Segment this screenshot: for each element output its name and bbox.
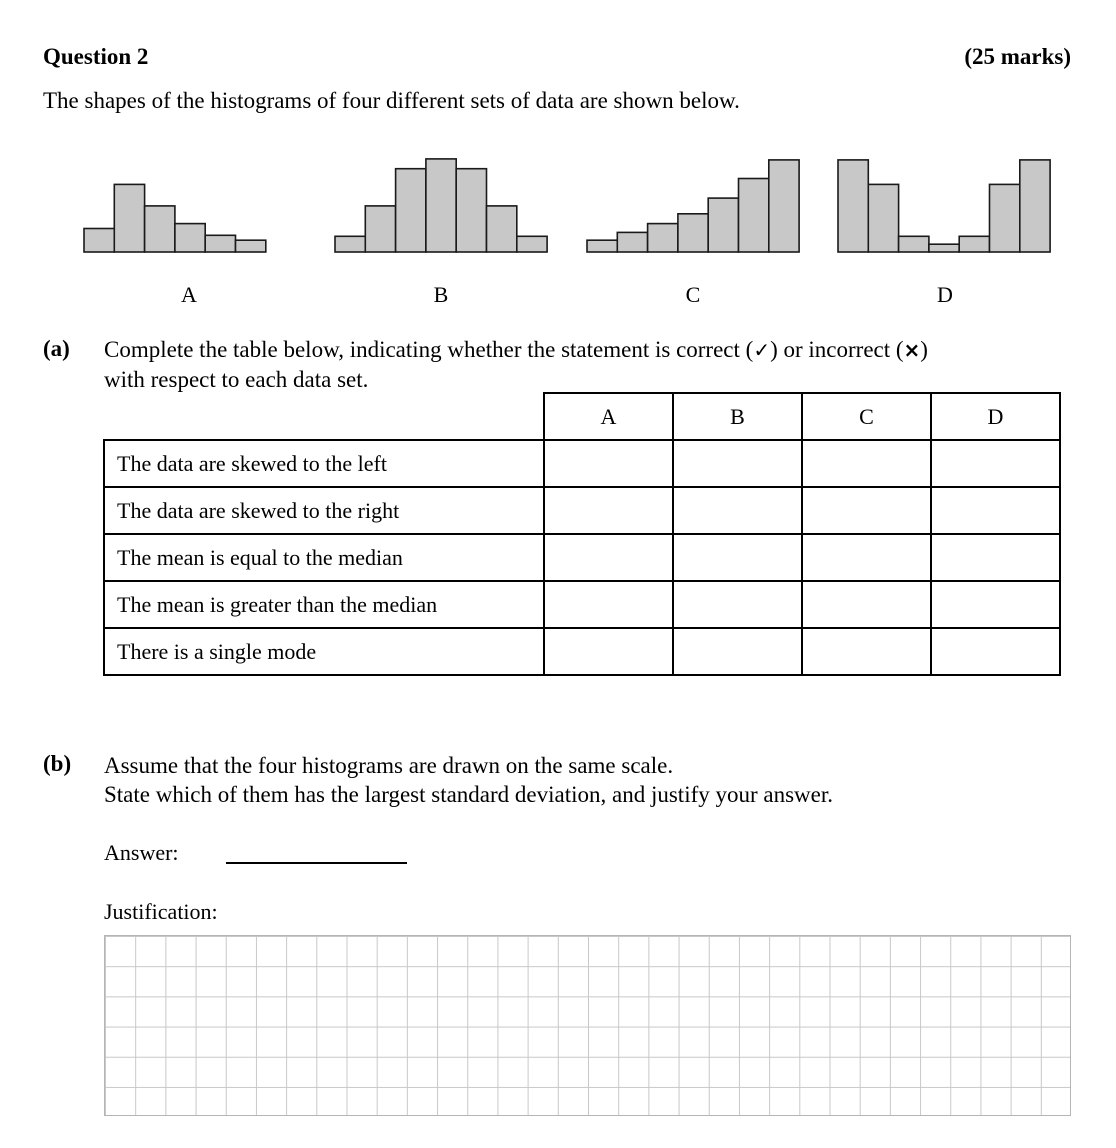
histogram-bar xyxy=(617,232,647,252)
answer-input-line[interactable] xyxy=(226,862,407,864)
histogram-bar xyxy=(1020,160,1050,252)
answer-cell[interactable] xyxy=(673,628,802,675)
answer-label: Answer: xyxy=(104,840,179,865)
histogram-bar xyxy=(145,206,175,252)
part-a-line-1: Complete the table below, indicating whether the statement is correct (✓) or incorrect (×) xyxy=(104,337,928,362)
histograms-figure xyxy=(0,140,1116,260)
part-b-label: (b) xyxy=(43,751,72,776)
histogram-c xyxy=(587,160,799,252)
histogram-bar xyxy=(456,169,486,252)
answer-cell[interactable] xyxy=(802,440,931,487)
histogram-bar xyxy=(236,240,266,252)
histogram-bar xyxy=(959,236,989,252)
part-b-instructions xyxy=(104,751,833,809)
table-header-row xyxy=(104,393,1060,440)
histogram-bar xyxy=(990,184,1020,252)
histogram-bar xyxy=(175,224,205,252)
histogram-bar xyxy=(678,214,708,252)
cross-icon: × xyxy=(903,338,921,362)
histogram-bar xyxy=(517,236,547,252)
statement-text: The mean is greater than the median xyxy=(104,581,544,628)
answer-cell[interactable] xyxy=(802,628,931,675)
histogram-bar xyxy=(396,169,426,252)
question-title: Question 2 xyxy=(43,44,149,69)
histogram-bar xyxy=(205,235,235,252)
statement-text: The data are skewed to the left xyxy=(104,440,544,487)
question-marks: (25 marks) xyxy=(964,44,1071,69)
histogram-bar xyxy=(868,184,898,252)
histogram-bar xyxy=(365,206,395,252)
histogram-b xyxy=(335,159,547,252)
answer-cell[interactable] xyxy=(802,534,931,581)
table-header-c: C xyxy=(802,393,931,440)
justification-label: Justification: xyxy=(104,899,218,924)
histogram-a xyxy=(84,184,266,252)
histogram-bar xyxy=(899,236,929,252)
table-row xyxy=(104,628,1060,675)
table-row xyxy=(104,440,1060,487)
table-row xyxy=(104,581,1060,628)
histogram-bar xyxy=(587,240,617,252)
answer-cell[interactable] xyxy=(931,534,1060,581)
histogram-bar xyxy=(708,198,738,252)
statement-table xyxy=(103,392,1061,676)
statement-text: There is a single mode xyxy=(104,628,544,675)
answer-cell[interactable] xyxy=(544,534,673,581)
histogram-label-b: B xyxy=(433,282,449,307)
histogram-bar xyxy=(769,160,799,252)
answer-cell[interactable] xyxy=(802,487,931,534)
histogram-label-a: A xyxy=(181,282,197,307)
check-icon: ✓ xyxy=(753,338,771,362)
answer-cell[interactable] xyxy=(544,581,673,628)
part-a-instructions xyxy=(104,335,928,394)
histogram-label-c: C xyxy=(685,282,701,307)
histogram-bar xyxy=(838,160,868,252)
histogram-bar xyxy=(929,244,959,252)
statement-text: The mean is equal to the median xyxy=(104,534,544,581)
justification-writing-grid[interactable] xyxy=(104,935,1071,1116)
histogram-bar xyxy=(335,236,365,252)
histogram-d xyxy=(838,160,1050,252)
table-header-blank xyxy=(104,393,544,440)
answer-cell[interactable] xyxy=(544,487,673,534)
answer-cell[interactable] xyxy=(673,534,802,581)
part-a-line-2: with respect to each data set. xyxy=(104,367,369,392)
part-b-line-2: State which of them has the largest standard deviation, and justify your answer. xyxy=(104,782,834,807)
answer-cell[interactable] xyxy=(544,628,673,675)
answer-cell[interactable] xyxy=(544,440,673,487)
table-row xyxy=(104,534,1060,581)
answer-cell[interactable] xyxy=(673,440,802,487)
answer-cell[interactable] xyxy=(931,487,1060,534)
histogram-bar xyxy=(648,224,678,252)
part-b-line-1: Assume that the four histograms are drawn on the same scale. xyxy=(104,753,674,778)
answer-cell[interactable] xyxy=(673,487,802,534)
histogram-bar xyxy=(84,229,114,253)
histogram-label-d: D xyxy=(937,282,953,307)
table-header-a: A xyxy=(544,393,673,440)
histogram-bar xyxy=(114,184,144,252)
part-a-label: (a) xyxy=(43,336,70,361)
histogram-bar xyxy=(739,179,769,253)
answer-cell[interactable] xyxy=(802,581,931,628)
question-intro: The shapes of the histograms of four different sets of data are shown below. xyxy=(43,88,740,113)
answer-cell[interactable] xyxy=(931,628,1060,675)
answer-cell[interactable] xyxy=(931,440,1060,487)
statement-text: The data are skewed to the right xyxy=(104,487,544,534)
table-row xyxy=(104,487,1060,534)
histogram-bar xyxy=(487,206,517,252)
histogram-bar xyxy=(426,159,456,252)
table-header-b: B xyxy=(673,393,802,440)
table-header-d: D xyxy=(931,393,1060,440)
answer-cell[interactable] xyxy=(673,581,802,628)
answer-cell[interactable] xyxy=(931,581,1060,628)
